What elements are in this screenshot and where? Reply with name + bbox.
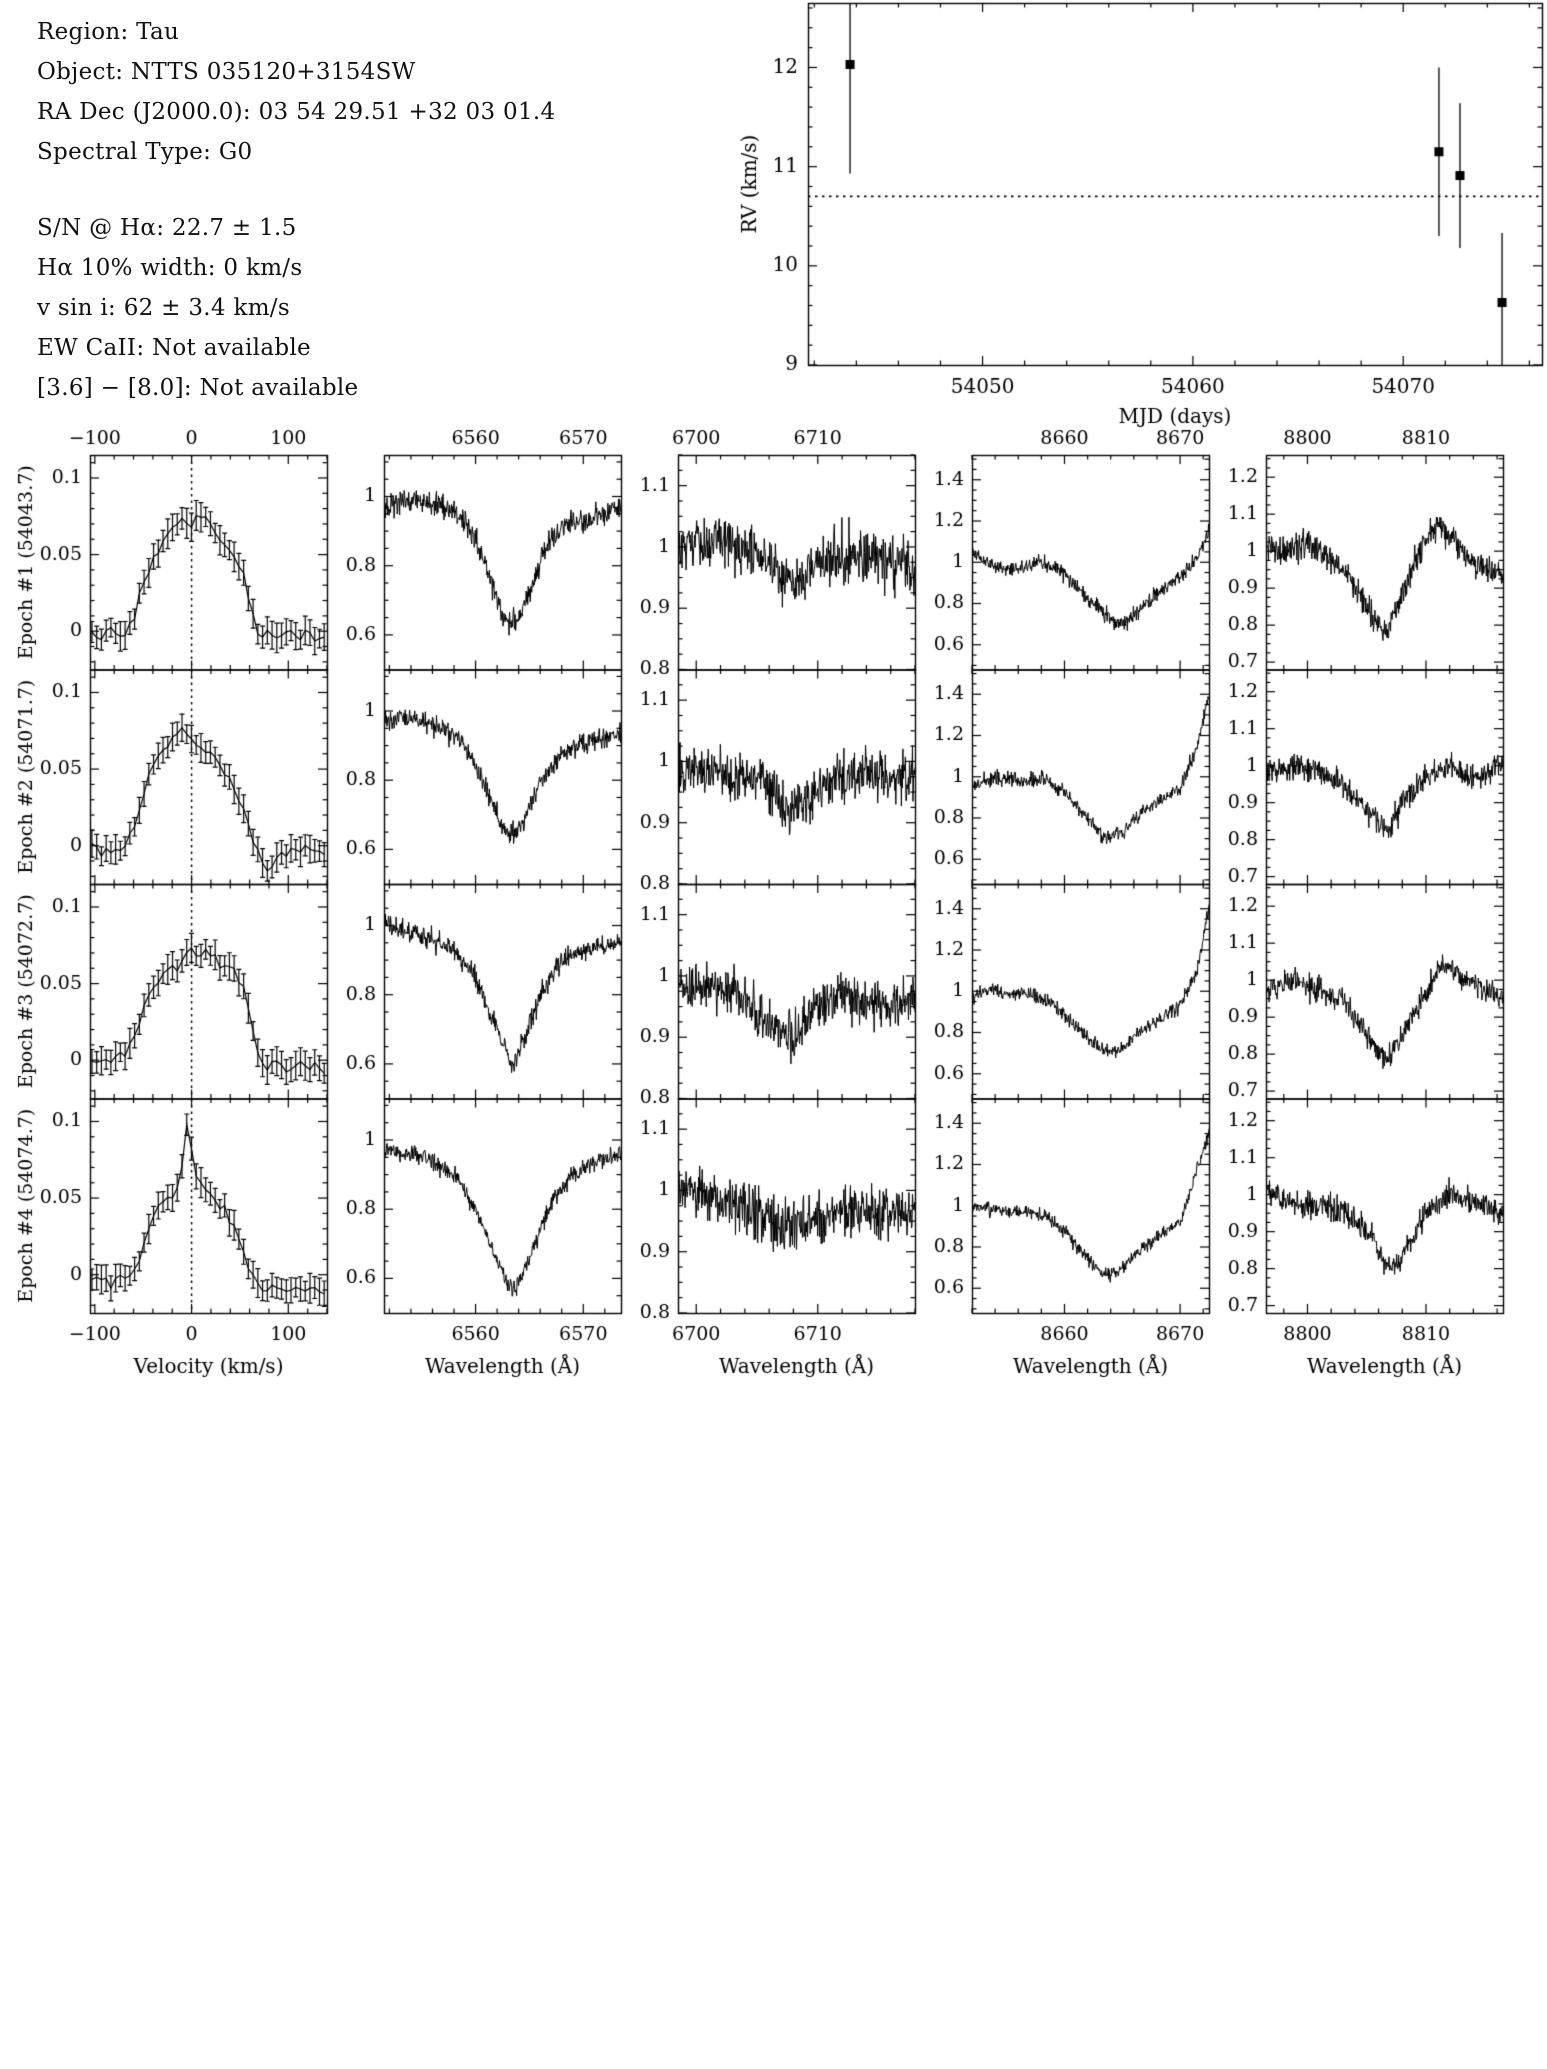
object-info-block [37,12,677,408]
info-snr-halpha: S/N @ Hα: 22.7 ± 1.5 [37,215,297,241]
info-halpha-width: Hα 10% width: 0 km/s [37,255,303,281]
info-object: Object: NTTS 035120+3154SW [37,59,416,85]
info-spectral-type: Spectral Type: G0 [37,139,253,165]
info-ew-caii: EW CaII: Not available [37,335,311,361]
info-color-index: [3.6] − [8.0]: Not available [37,375,359,401]
info-spacer [37,172,677,208]
info-vsini: v sin i: 62 ± 3.4 km/s [37,295,290,321]
info-ra-dec: RA Dec (J2000.0): 03 54 29.51 +32 03 01.4 [37,99,556,125]
info-region: Region: Tau [37,19,180,45]
